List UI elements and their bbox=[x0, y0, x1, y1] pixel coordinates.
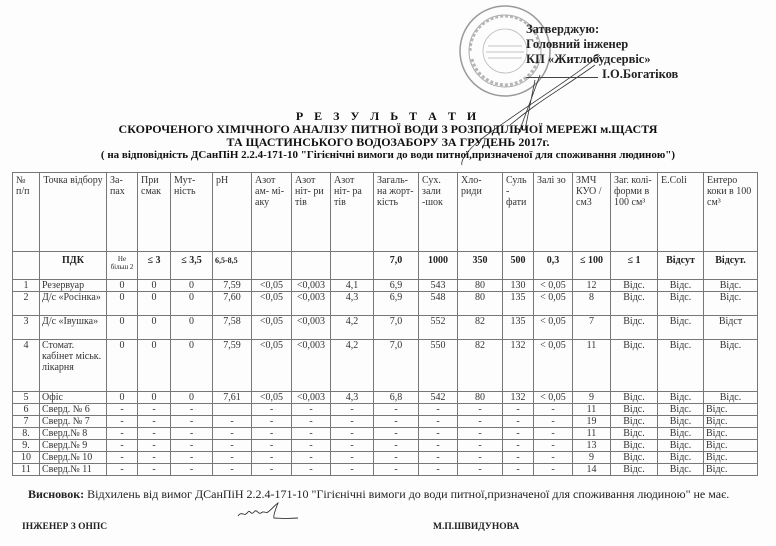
table-cell: 7,61 bbox=[213, 392, 252, 404]
table-cell: - bbox=[292, 452, 331, 464]
table-cell: - bbox=[171, 428, 213, 440]
table-cell: - bbox=[534, 416, 573, 428]
table-cell: - bbox=[374, 428, 419, 440]
table-cell: - bbox=[107, 464, 138, 476]
table-cell: 132 bbox=[503, 392, 534, 404]
table-cell: Відс. bbox=[611, 392, 658, 404]
engineer-position: ІНЖЕНЕР З ОНПС bbox=[22, 522, 108, 532]
table-cell: 6 bbox=[13, 404, 40, 416]
table-cell: < 0,05 bbox=[534, 280, 573, 292]
table-cell: - bbox=[419, 440, 458, 452]
table-cell: 9 bbox=[573, 452, 611, 464]
table-cell: Відс. bbox=[611, 440, 658, 452]
table-row bbox=[13, 464, 758, 476]
table-cell: <0,003 bbox=[292, 292, 331, 316]
table-cell: 7,60 bbox=[213, 292, 252, 316]
conclusion-label: Висновок: bbox=[28, 487, 85, 501]
table-row bbox=[13, 428, 758, 440]
table-cell: Відс. bbox=[704, 404, 758, 416]
table-cell: 2 bbox=[13, 292, 40, 316]
table-cell: - bbox=[107, 452, 138, 464]
table-cell: - bbox=[534, 404, 573, 416]
table-cell: Відс. bbox=[704, 292, 758, 316]
table-cell: 0 bbox=[138, 292, 171, 316]
table-cell: Відс. bbox=[611, 316, 658, 340]
table-cell: Відс. bbox=[611, 428, 658, 440]
table-cell: Відс. bbox=[704, 428, 758, 440]
table-cell: - bbox=[107, 440, 138, 452]
table-cell: - bbox=[171, 440, 213, 452]
table-cell: 0 bbox=[171, 280, 213, 292]
sampling-point-cell: Стомат. кабінет міськ. лікарня bbox=[40, 340, 107, 392]
table-cell: 7,0 bbox=[374, 316, 419, 340]
pdk-cell: 6,5-8,5 bbox=[213, 252, 252, 280]
approval-signature-line bbox=[526, 67, 678, 82]
table-cell: - bbox=[331, 440, 374, 452]
table-cell bbox=[213, 404, 252, 416]
table-cell: 550 bbox=[419, 340, 458, 392]
pdk-cell bbox=[252, 252, 292, 280]
table-cell: - bbox=[213, 428, 252, 440]
table-cell: - bbox=[292, 416, 331, 428]
table-cell: 0 bbox=[138, 280, 171, 292]
table-cell: - bbox=[419, 416, 458, 428]
table-cell: Відс. bbox=[658, 440, 704, 452]
table-cell: - bbox=[213, 440, 252, 452]
table-cell: - bbox=[331, 416, 374, 428]
table-cell: 0 bbox=[107, 280, 138, 292]
table-cell: 0 bbox=[138, 316, 171, 340]
table-cell: 19 bbox=[573, 416, 611, 428]
table-cell: - bbox=[252, 404, 292, 416]
pdk-cell: ≤ 1 bbox=[611, 252, 658, 280]
table-cell: Відс. bbox=[704, 440, 758, 452]
table-cell: - bbox=[331, 452, 374, 464]
table-row bbox=[13, 404, 758, 416]
table-cell: Відс. bbox=[704, 464, 758, 476]
table-cell: 80 bbox=[458, 280, 503, 292]
table-cell: - bbox=[252, 440, 292, 452]
table-cell: - bbox=[252, 464, 292, 476]
pdk-cell: ПДК bbox=[40, 252, 107, 280]
column-header: ЗМЧ КУО / см3 bbox=[573, 173, 611, 252]
sampling-point-cell: Резервуар bbox=[40, 280, 107, 292]
table-cell: Відс. bbox=[658, 280, 704, 292]
table-cell: Відс. bbox=[658, 392, 704, 404]
table-cell: - bbox=[292, 428, 331, 440]
table-cell: 11 bbox=[13, 464, 40, 476]
approval-line-1: Затверджую: bbox=[526, 22, 600, 36]
table-cell: 135 bbox=[503, 316, 534, 340]
pdk-cell: Не більш 2 bbox=[107, 252, 138, 280]
table-header-row bbox=[13, 173, 758, 252]
table-cell: 4,2 bbox=[331, 340, 374, 392]
table-cell: 12 bbox=[573, 280, 611, 292]
pdk-cell: ≤ 3,5 bbox=[171, 252, 213, 280]
table-cell: 0 bbox=[107, 292, 138, 316]
table-cell: <0,05 bbox=[252, 292, 292, 316]
table-cell: 8. bbox=[13, 428, 40, 440]
document-title: Р Е З У Л Ь Т А Т И bbox=[295, 109, 481, 123]
pdk-cell: 500 bbox=[503, 252, 534, 280]
table-row bbox=[13, 340, 758, 392]
table-cell: 80 bbox=[458, 292, 503, 316]
table-cell: 4 bbox=[13, 340, 40, 392]
table-cell: 14 bbox=[573, 464, 611, 476]
signature-underline bbox=[526, 77, 598, 78]
table-cell: 543 bbox=[419, 280, 458, 292]
column-header: Азот ніт- ра тів bbox=[331, 173, 374, 252]
table-cell: 7,59 bbox=[213, 280, 252, 292]
table-cell: - bbox=[534, 440, 573, 452]
column-header: Хло- риди bbox=[458, 173, 503, 252]
column-header: За- пах bbox=[107, 173, 138, 252]
table-cell: - bbox=[458, 428, 503, 440]
table-cell: - bbox=[292, 404, 331, 416]
sampling-point-cell: Сверд.№ 8 bbox=[40, 428, 107, 440]
table-cell: < 0,05 bbox=[534, 340, 573, 392]
table-cell: 7,59 bbox=[213, 340, 252, 392]
table-cell: Відс. bbox=[658, 416, 704, 428]
table-cell: - bbox=[534, 452, 573, 464]
column-header: pH bbox=[213, 173, 252, 252]
pdk-cell: ≤ 100 bbox=[573, 252, 611, 280]
table-cell: - bbox=[138, 404, 171, 416]
table-cell: 130 bbox=[503, 280, 534, 292]
table-cell: - bbox=[534, 428, 573, 440]
table-cell: 5 bbox=[13, 392, 40, 404]
table-cell: - bbox=[503, 464, 534, 476]
pdk-cell: Відсут bbox=[658, 252, 704, 280]
table-cell: - bbox=[107, 404, 138, 416]
table-cell: - bbox=[138, 464, 171, 476]
table-cell: Відс. bbox=[611, 404, 658, 416]
table-row bbox=[13, 316, 758, 340]
table-cell: 11 bbox=[573, 428, 611, 440]
column-header: Мут- ність bbox=[171, 173, 213, 252]
table-cell: 82 bbox=[458, 316, 503, 340]
column-header: Азот ніт- ри тів bbox=[292, 173, 331, 252]
table-cell: 552 bbox=[419, 316, 458, 340]
table-cell: <0,05 bbox=[252, 392, 292, 404]
table-cell: Відс. bbox=[611, 340, 658, 392]
table-cell: Відс. bbox=[611, 280, 658, 292]
table-cell: 542 bbox=[419, 392, 458, 404]
table-cell: Відс. bbox=[658, 452, 704, 464]
table-cell: 4,2 bbox=[331, 316, 374, 340]
table-cell: 0 bbox=[107, 316, 138, 340]
table-cell: < 0,05 bbox=[534, 292, 573, 316]
sampling-point-cell: Сверд.№ 11 bbox=[40, 464, 107, 476]
table-cell: - bbox=[213, 452, 252, 464]
table-cell: - bbox=[213, 464, 252, 476]
table-cell: <0,003 bbox=[292, 316, 331, 340]
column-header: Заг. колі- форми в 100 см³ bbox=[611, 173, 658, 252]
pdk-row bbox=[13, 252, 758, 280]
document-subtitle-2: ТА ЩАСТИНСЬКОГО ВОДОЗАБОРУ ЗА ГРУДЕНЬ 2017г. bbox=[226, 135, 550, 149]
column-header: № п/п bbox=[13, 173, 40, 252]
table-cell: 7 bbox=[573, 316, 611, 340]
column-header: Азот ам- мі- аку bbox=[252, 173, 292, 252]
approval-line-2: Головний інженер bbox=[526, 37, 629, 51]
table-cell: - bbox=[374, 416, 419, 428]
table-row bbox=[13, 452, 758, 464]
table-cell: - bbox=[171, 464, 213, 476]
table-cell: - bbox=[503, 404, 534, 416]
table-cell: - bbox=[458, 464, 503, 476]
table-cell: 1 bbox=[13, 280, 40, 292]
table-cell: - bbox=[503, 440, 534, 452]
table-cell: Відс. bbox=[704, 340, 758, 392]
table-cell: - bbox=[503, 452, 534, 464]
table-cell: Відс. bbox=[704, 416, 758, 428]
table-row bbox=[13, 392, 758, 404]
table-cell: - bbox=[171, 452, 213, 464]
table-cell: Відс. bbox=[704, 392, 758, 404]
table-cell: 6,9 bbox=[374, 280, 419, 292]
document-subtitle-1: СКОРОЧЕНОГО ХІМІЧНОГО АНАЛІЗУ ПИТНОЇ ВОДИ З РОЗПОДІЛЬЧОЇ МЕРЕЖІ м.ЩАСТЯ bbox=[118, 122, 658, 136]
table-cell: - bbox=[374, 404, 419, 416]
column-header: Точка відбору bbox=[40, 173, 107, 252]
table-cell: Відс. bbox=[658, 292, 704, 316]
table-cell: 0 bbox=[171, 292, 213, 316]
table-cell: - bbox=[331, 404, 374, 416]
table-cell: 4,1 bbox=[331, 280, 374, 292]
table-cell: - bbox=[419, 428, 458, 440]
table-cell: 8 bbox=[573, 292, 611, 316]
table-cell: 7,0 bbox=[374, 340, 419, 392]
table-cell: Відс. bbox=[704, 452, 758, 464]
table-cell: <0,003 bbox=[292, 280, 331, 292]
table-cell: - bbox=[419, 404, 458, 416]
table-cell: - bbox=[138, 440, 171, 452]
table-cell: Відст bbox=[704, 316, 758, 340]
table-cell: 0 bbox=[171, 340, 213, 392]
table-cell: - bbox=[213, 416, 252, 428]
table-cell: 7,58 bbox=[213, 316, 252, 340]
table-cell: - bbox=[458, 404, 503, 416]
sampling-point-cell: Сверд.№ 9 bbox=[40, 440, 107, 452]
table-cell: 9. bbox=[13, 440, 40, 452]
table-cell: Відс. bbox=[658, 428, 704, 440]
engineer-name: М.П.ШВИДУНОВА bbox=[433, 522, 520, 532]
table-cell: - bbox=[292, 440, 331, 452]
table-cell: - bbox=[503, 428, 534, 440]
table-cell: - bbox=[252, 452, 292, 464]
column-header: Загаль- на жорт- кість bbox=[374, 173, 419, 252]
table-cell: 548 bbox=[419, 292, 458, 316]
column-header: Суль - фати bbox=[503, 173, 534, 252]
table-cell: <0,003 bbox=[292, 340, 331, 392]
table-row bbox=[13, 416, 758, 428]
table-cell: 0 bbox=[138, 340, 171, 392]
approval-line-3: КП «Житлобудсервіс» bbox=[526, 52, 651, 66]
table-cell: Відс. bbox=[658, 316, 704, 340]
table-cell: <0,05 bbox=[252, 280, 292, 292]
table-cell: - bbox=[374, 440, 419, 452]
table-cell: 10 bbox=[13, 452, 40, 464]
pdk-cell bbox=[13, 252, 40, 280]
table-cell: 4,3 bbox=[331, 392, 374, 404]
pdk-cell: ≤ 3 bbox=[138, 252, 171, 280]
table-cell: - bbox=[107, 428, 138, 440]
table-row bbox=[13, 292, 758, 316]
column-header: При смак bbox=[138, 173, 171, 252]
table-cell: 80 bbox=[458, 392, 503, 404]
pdk-cell: 350 bbox=[458, 252, 503, 280]
table-cell: Відс. bbox=[658, 340, 704, 392]
conclusion-text: Відхилень від вимог ДСанПіН 2.2.4-171-10 "Гігієнічні вимоги до води питної,призначеної для споживання людиною" не має. bbox=[84, 487, 730, 501]
table-cell: 135 bbox=[503, 292, 534, 316]
table-cell: Відс. bbox=[611, 464, 658, 476]
table-cell: - bbox=[331, 464, 374, 476]
pdk-cell: 0,3 bbox=[534, 252, 573, 280]
pdk-cell: Відсут. bbox=[704, 252, 758, 280]
pdk-cell bbox=[331, 252, 374, 280]
table-cell: - bbox=[138, 452, 171, 464]
column-header: E.Coli bbox=[658, 173, 704, 252]
table-cell: 11 bbox=[573, 404, 611, 416]
table-cell: < 0,05 bbox=[534, 316, 573, 340]
table-cell: - bbox=[171, 416, 213, 428]
column-header: Сух. зали -шок bbox=[419, 173, 458, 252]
table-cell: 0 bbox=[138, 392, 171, 404]
table-cell: <0,003 bbox=[292, 392, 331, 404]
table-cell: 4,3 bbox=[331, 292, 374, 316]
sampling-point-cell: Д/с «Росінка» bbox=[40, 292, 107, 316]
pdk-cell: 1000 bbox=[419, 252, 458, 280]
table-cell: - bbox=[252, 416, 292, 428]
table-cell: 11 bbox=[573, 340, 611, 392]
table-row bbox=[13, 440, 758, 452]
table-cell: 3 bbox=[13, 316, 40, 340]
results-table bbox=[12, 172, 758, 476]
pdk-cell: 7,0 bbox=[374, 252, 419, 280]
table-cell: Відс. bbox=[704, 280, 758, 292]
engineer-signature bbox=[236, 500, 302, 522]
table-cell: - bbox=[419, 452, 458, 464]
table-cell: 6,9 bbox=[374, 292, 419, 316]
pdk-cell bbox=[292, 252, 331, 280]
table-cell: - bbox=[534, 464, 573, 476]
table-cell: - bbox=[252, 428, 292, 440]
sampling-point-cell: Д/с «Івушка» bbox=[40, 316, 107, 340]
table-cell: - bbox=[374, 452, 419, 464]
table-row bbox=[13, 280, 758, 292]
table-cell: Відс. bbox=[658, 404, 704, 416]
column-header: Залі зо bbox=[534, 173, 573, 252]
table-cell: - bbox=[292, 464, 331, 476]
table-cell: 0 bbox=[171, 392, 213, 404]
table-cell: <0,05 bbox=[252, 340, 292, 392]
table-cell: - bbox=[458, 452, 503, 464]
table-cell: 132 bbox=[503, 340, 534, 392]
table-cell: < 0,05 bbox=[534, 392, 573, 404]
table-cell: - bbox=[503, 416, 534, 428]
conclusion bbox=[28, 487, 729, 502]
table-cell: - bbox=[458, 416, 503, 428]
table-cell: - bbox=[374, 464, 419, 476]
table-cell: 0 bbox=[107, 340, 138, 392]
table-cell: 9 bbox=[573, 392, 611, 404]
table-cell: - bbox=[331, 428, 374, 440]
table-cell: - bbox=[171, 404, 213, 416]
table-cell: - bbox=[458, 440, 503, 452]
table-cell: Відс. bbox=[658, 464, 704, 476]
table-cell: <0,05 bbox=[252, 316, 292, 340]
table-cell: 0 bbox=[107, 392, 138, 404]
document-titles bbox=[0, 110, 776, 162]
approval-block bbox=[526, 22, 678, 82]
approver-name: І.О.Богатіков bbox=[602, 67, 679, 81]
sampling-point-cell: Офіс bbox=[40, 392, 107, 404]
table-cell: Відс. bbox=[611, 452, 658, 464]
table-cell: 0 bbox=[171, 316, 213, 340]
standard-reference: ( на відповідність ДСанПіН 2.2.4-171-10 "Гігієнічні вимоги до води питної,призначеної для споживання людиною") bbox=[100, 149, 676, 161]
table-cell: Відс. bbox=[611, 416, 658, 428]
table-cell: Відс. bbox=[611, 292, 658, 316]
table-cell: - bbox=[419, 464, 458, 476]
table-cell: 6,8 bbox=[374, 392, 419, 404]
column-header: Ентеро коки в 100 см³ bbox=[704, 173, 758, 252]
table-cell: - bbox=[138, 428, 171, 440]
sampling-point-cell: Сверд.№ 10 bbox=[40, 452, 107, 464]
table-cell: 13 bbox=[573, 440, 611, 452]
table-cell: 7 bbox=[13, 416, 40, 428]
table-cell: - bbox=[138, 416, 171, 428]
sampling-point-cell: Сверд. № 7 bbox=[40, 416, 107, 428]
sampling-point-cell: Сверд. № 6 bbox=[40, 404, 107, 416]
table-cell: - bbox=[107, 416, 138, 428]
table-cell: 82 bbox=[458, 340, 503, 392]
